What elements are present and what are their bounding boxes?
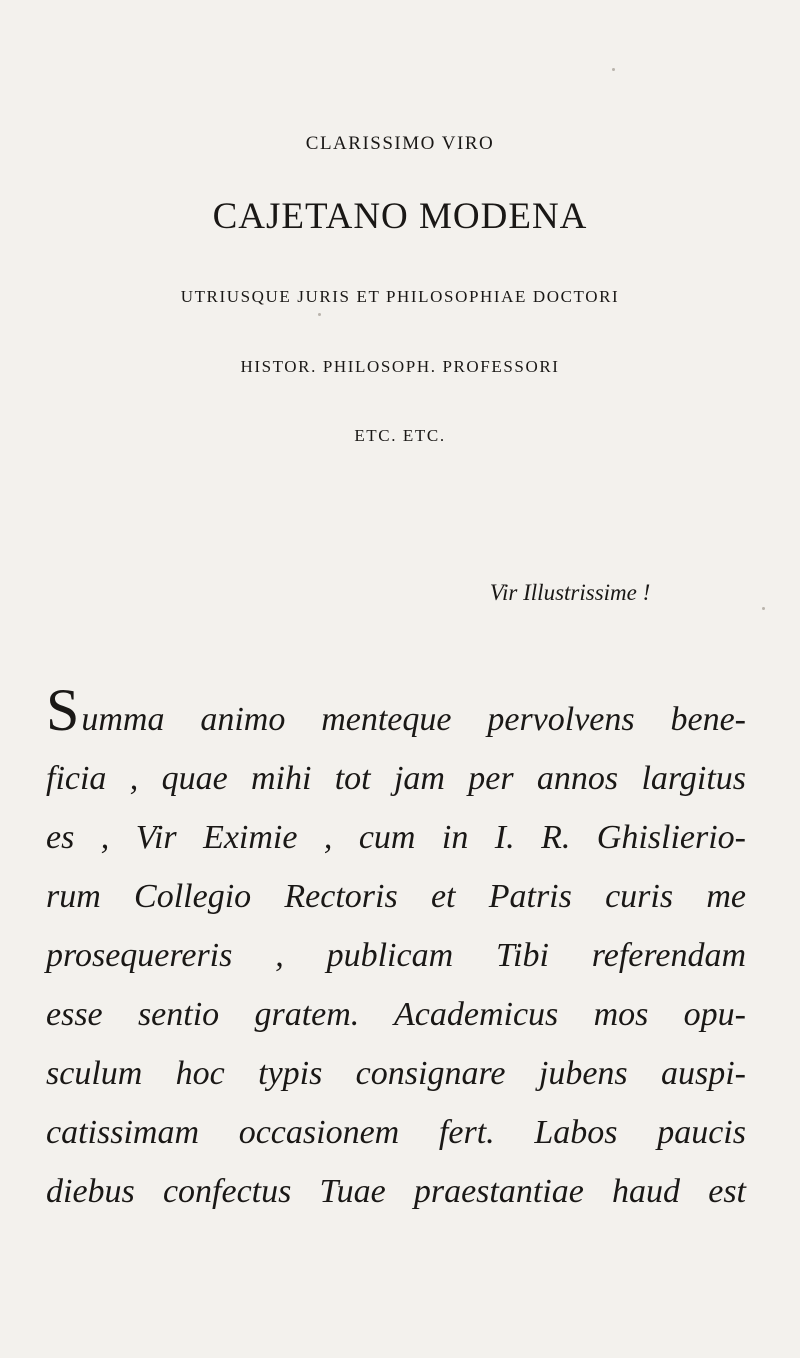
dedicatee-name: CAJETANO MODENA [212,196,588,237]
body-line: esse sentio gratem. Academicus mos opu- [46,996,746,1033]
salutation: Vir Illustrissime ! [489,580,651,605]
body-line-1-text: umma animo menteque pervolvens bene- [81,701,746,738]
body-line-1 [46,677,746,749]
body-line: rum Collegio Rectoris et Patris curis me [46,878,746,915]
paper-speck [318,313,321,316]
dedication-line-clarissimo: CLARISSIMO VIRO [305,133,495,154]
body-line: prosequereris , publicam Tibi referendam [46,937,746,974]
drop-cap: S [46,677,80,743]
dedicatee-title-doctor: UTRIUSQUE JURIS ET PHILOSOPHIAE DOCTORI [180,287,620,306]
dedicatee-title-professor: HISTOR. PHILOSOPH. PROFESSORI [240,357,560,376]
paper-speck [762,607,765,610]
dedicatee-etc: ETC. ETC. [354,426,446,445]
body-line: ficia , quae mihi tot jam per annos largitus [46,760,746,797]
body-paragraph [46,677,746,1221]
body-line: es , Vir Eximie , cum in I. R. Ghislierio- [46,819,746,856]
body-line: sculum hoc typis consignare jubens auspi- [46,1055,746,1092]
body-line: catissimam occasionem fert. Labos paucis [46,1114,746,1151]
body-line: diebus confectus Tuae praestantiae haud est [46,1173,746,1210]
paper-speck [612,68,615,71]
